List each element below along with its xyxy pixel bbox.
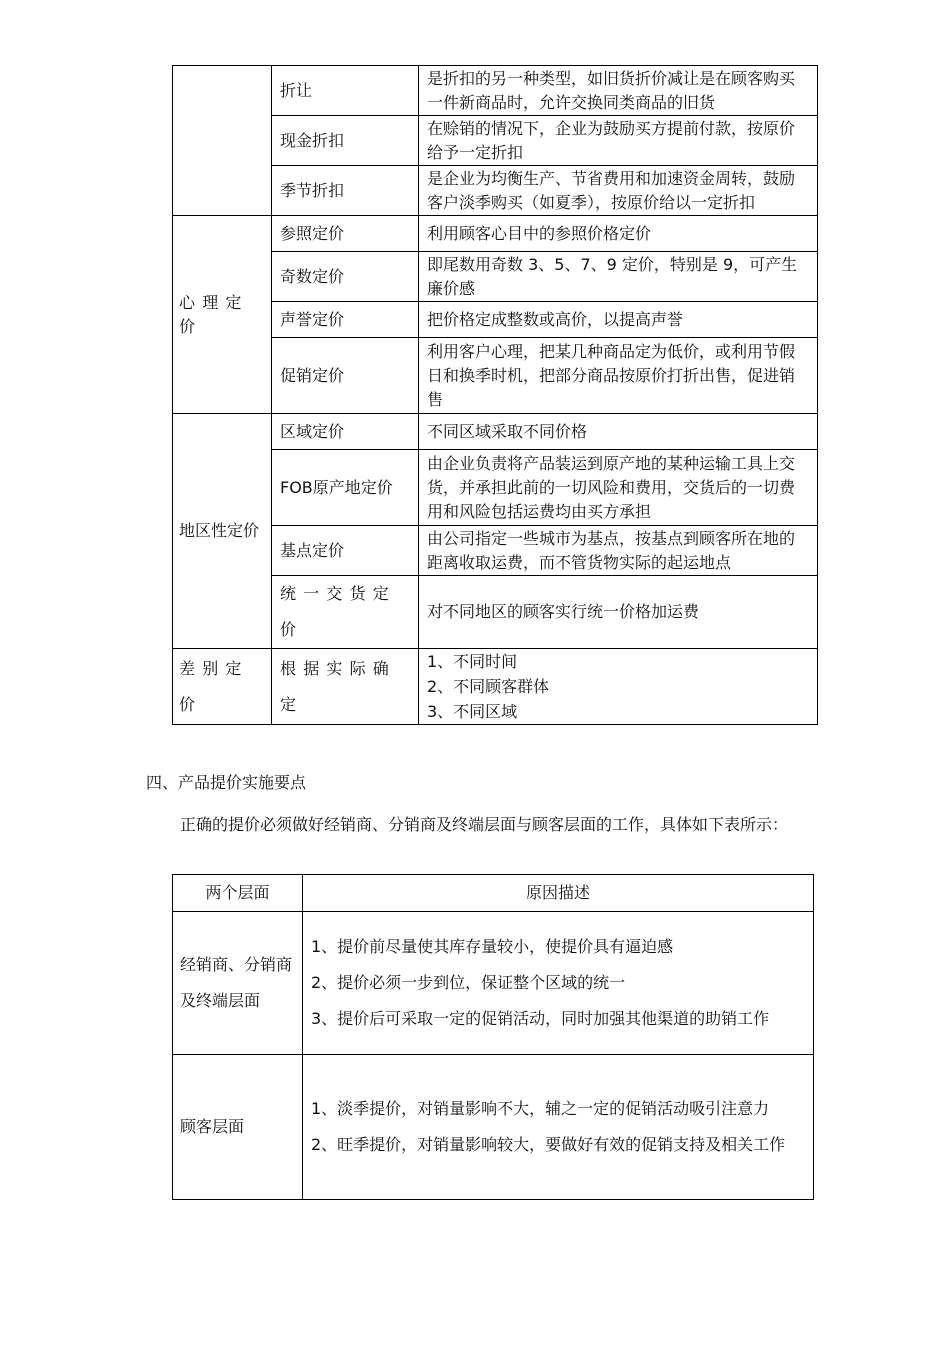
- strategy-name: 折让: [272, 66, 419, 116]
- strategy-desc: 利用客户心理，把某几种商品定为低价，或利用节假日和换季时机，把部分商品按原价打折出售，促进销售: [419, 338, 818, 414]
- list-item: 2、提价必须一步到位，保证整个区域的统一: [311, 973, 626, 992]
- group-label-differential: 差别定价: [173, 649, 272, 725]
- header-level: 两个层面: [173, 875, 303, 912]
- strategy-name: 促销定价: [272, 338, 419, 414]
- list-item: 2、旺季提价，对销量影响较大，要做好有效的促销支持及相关工作: [311, 1135, 786, 1154]
- strategy-desc: 是企业为均衡生产、节省费用和加速资金周转，鼓励客户淡季购买（如夏季），按原价给以一定折扣: [419, 166, 818, 216]
- intro-paragraph: 正确的提价必须做好经销商、分销商及终端层面与顾客层面的工作，具体如下表所示：: [180, 815, 789, 834]
- list-item: 3、提价后可采取一定的促销活动，同时加强其他渠道的助销工作: [311, 1009, 770, 1028]
- list-item: 1、不同时间: [427, 652, 518, 671]
- strategy-desc: 把价格定成整数或高价，以提高声誉: [419, 302, 818, 338]
- strategy-name: 基点定价: [272, 526, 419, 576]
- differential-items: [419, 649, 818, 725]
- price-increase-table: [172, 874, 814, 1200]
- list-item: 3、不同区域: [427, 702, 518, 721]
- strategy-name: 根据实际确定: [272, 649, 419, 725]
- strategy-desc: 是折扣的另一种类型，如旧货折价减让是在顾客购买一件新商品时，允许交换同类商品的旧货: [419, 66, 818, 116]
- header-description: 原因描述: [303, 875, 814, 912]
- pricing-strategy-table: [172, 65, 818, 725]
- strategy-desc: 由公司指定一些城市为基点，按基点到顾客所在地的距离收取运费，而不管货物实际的起运地点: [419, 526, 818, 576]
- list-item: 2、不同顾客群体: [427, 677, 550, 696]
- strategy-desc: 在赊销的情况下，企业为鼓励买方提前付款，按原价给予一定折扣: [419, 116, 818, 166]
- level-customer: 顾客层面: [173, 1055, 303, 1200]
- list-item: 1、提价前尽量使其库存量较小，使提价具有逼迫感: [311, 937, 674, 956]
- strategy-name: 声誉定价: [272, 302, 419, 338]
- strategy-name: 统一交货定价: [272, 576, 419, 649]
- strategy-name: FOB原产地定价: [272, 450, 419, 526]
- strategy-desc: 即尾数用奇数 3、5、7、9 定价，特别是 9，可产生廉价感: [419, 252, 818, 302]
- section-heading: 四、产品提价实施要点: [146, 773, 307, 792]
- strategy-desc: 不同区域采取不同价格: [419, 414, 818, 450]
- group-cell-empty: [173, 66, 272, 216]
- strategy-desc: 利用顾客心目中的参照价格定价: [419, 216, 818, 252]
- group-label-psychological: 心理定价: [173, 216, 272, 414]
- strategy-name: 奇数定价: [272, 252, 419, 302]
- level-dealer: 经销商、分销商及终端层面: [173, 912, 303, 1055]
- strategy-desc: 对不同地区的顾客实行统一价格加运费: [419, 576, 818, 649]
- customer-items: [303, 1055, 814, 1200]
- dealer-items: [303, 912, 814, 1055]
- strategy-desc: 由企业负责将产品装运到原产地的某种运输工具上交货，并承担此前的一切风险和费用，交货后的一切费用和风险包括运费均由买方承担: [419, 450, 818, 526]
- strategy-name: 季节折扣: [272, 166, 419, 216]
- strategy-name: 区域定价: [272, 414, 419, 450]
- strategy-name: 参照定价: [272, 216, 419, 252]
- strategy-name: 现金折扣: [272, 116, 419, 166]
- list-item: 1、淡季提价，对销量影响不大，辅之一定的促销活动吸引注意力: [311, 1099, 770, 1118]
- group-label-regional: 地区性定价: [173, 414, 272, 649]
